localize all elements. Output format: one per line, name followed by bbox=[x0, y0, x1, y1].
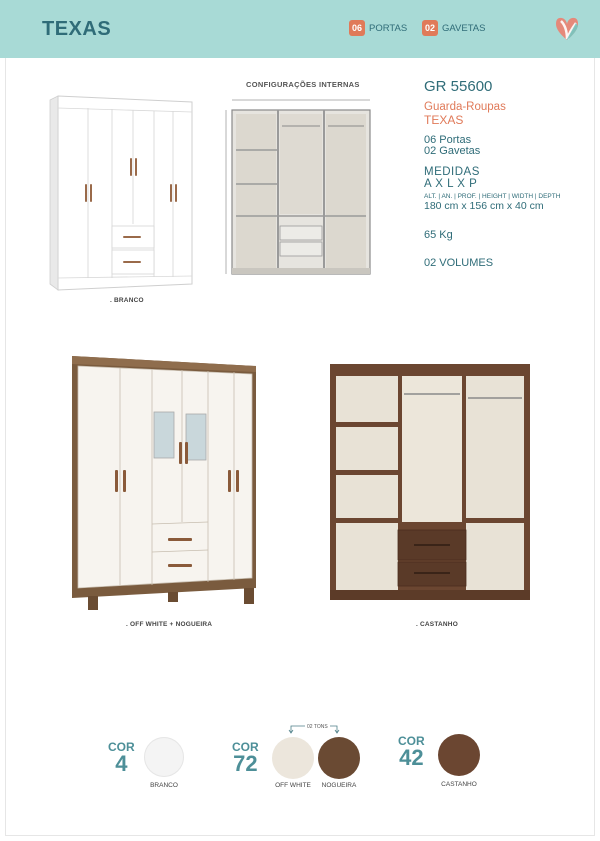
wardrobe-branco-image bbox=[48, 94, 198, 292]
spec-drawers: 02 Gavetas bbox=[424, 145, 481, 157]
cor-label: COR bbox=[232, 740, 259, 754]
swatch-nogueira bbox=[318, 737, 360, 779]
measures-legend: ALT. | AN. | PROF. | HEIGHT | WIDTH | DEPTH bbox=[424, 193, 561, 200]
page-title: TEXAS bbox=[42, 18, 112, 40]
drawers-badge bbox=[422, 20, 485, 36]
config-title: CONFIGURAÇÕES INTERNAS bbox=[246, 80, 360, 89]
swatch-label-nogueira: NOGUEIRA bbox=[321, 782, 357, 789]
swatch-castanho bbox=[438, 734, 480, 776]
specs-panel bbox=[424, 78, 594, 269]
caption-offwhite-nogueira: . OFF WHITE + NOGUEIRA bbox=[126, 621, 213, 628]
caption-branco: . BRANCO bbox=[110, 297, 144, 304]
swatch-label-off-white: OFF WHITE bbox=[275, 782, 311, 789]
cor-label: COR bbox=[108, 740, 135, 754]
swatch-label-castanho: CASTANHO bbox=[441, 781, 477, 788]
product-code: GR 55600 bbox=[424, 78, 493, 95]
measures-axes: A X L X P bbox=[424, 178, 478, 190]
product-name: TEXAS bbox=[424, 113, 464, 127]
drawers-label: GAVETAS bbox=[442, 22, 486, 34]
wardrobe-castanho-image bbox=[330, 364, 530, 600]
swatch-label-branco: BRANCO bbox=[150, 782, 178, 789]
product-type: Guarda-Roupas bbox=[424, 101, 506, 113]
doors-label: PORTAS bbox=[369, 22, 408, 34]
cor-label: COR bbox=[398, 734, 425, 748]
measures-title: MEDIDAS bbox=[424, 166, 480, 178]
color-number: 42 bbox=[399, 745, 424, 770]
spec-weight: 65 Kg bbox=[424, 229, 453, 241]
caption-castanho: . CASTANHO bbox=[416, 621, 458, 628]
two-tones-label: 02 TONS bbox=[307, 724, 328, 730]
measures-dimensions: 180 cm x 156 cm x 40 cm bbox=[424, 200, 544, 212]
doors-count: 06 bbox=[349, 20, 365, 36]
swatch-off-white bbox=[272, 737, 314, 779]
color-number: 72 bbox=[233, 751, 258, 776]
drawers-count: 02 bbox=[422, 20, 438, 36]
wardrobe-offwhite-nogueira-image bbox=[68, 352, 260, 614]
color-number: 4 bbox=[115, 751, 128, 776]
spec-doors: 06 Portas bbox=[424, 134, 472, 146]
heart-logo-icon bbox=[552, 14, 582, 44]
doors-badge bbox=[349, 20, 407, 36]
spec-volumes: 02 VOLUMES bbox=[424, 257, 494, 269]
internal-configuration-diagram bbox=[222, 92, 378, 288]
color-4-code bbox=[108, 741, 135, 775]
swatch-branco bbox=[144, 737, 184, 777]
color-42-code bbox=[398, 735, 425, 769]
header-bar bbox=[0, 0, 600, 58]
color-72-code bbox=[232, 741, 259, 775]
